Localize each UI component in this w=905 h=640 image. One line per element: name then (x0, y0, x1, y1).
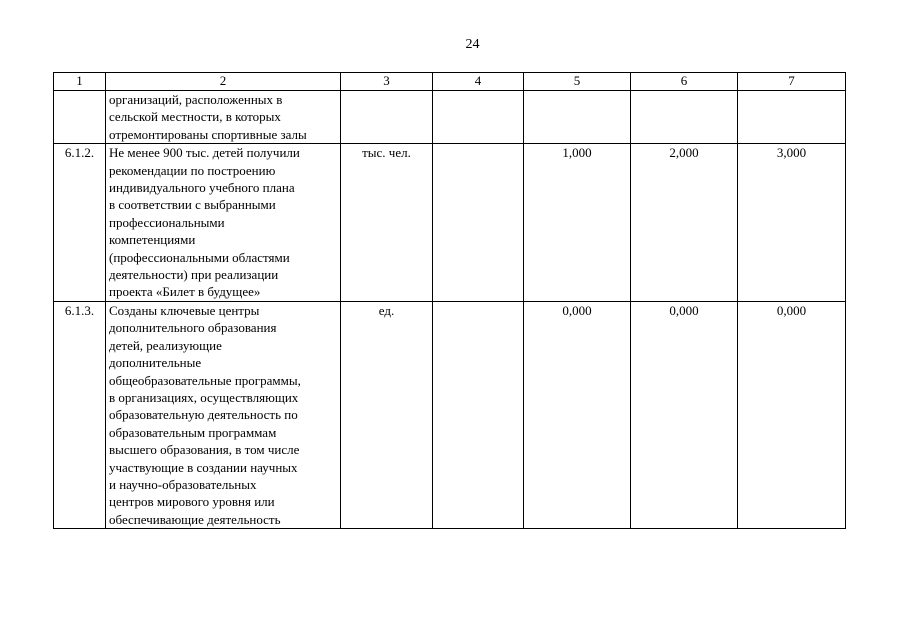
description-line: организаций, расположенных в (109, 92, 283, 107)
description-line: сельской местности, в которых (109, 109, 281, 125)
column-header: 2 (106, 73, 341, 91)
data-table (53, 72, 846, 529)
row-number: 6.1.3. (54, 301, 106, 528)
description-line: в организациях, осуществляющих (109, 389, 299, 405)
description-line: в соответствии с выбранными (109, 197, 276, 213)
description-line: участвующие в создании научных (109, 459, 298, 475)
description-line: индивидуального учебного плана (109, 180, 295, 196)
description-line: центров мирового уровня или (109, 494, 275, 510)
description-line: образовательным программам (109, 424, 277, 440)
description-line: высшего образования, в том числе (109, 442, 300, 458)
table-row (54, 301, 846, 528)
column-header: 4 (433, 73, 524, 91)
value-cell-col6: 2,000 (631, 144, 738, 302)
description-line: проекта «Билет в будущее» (109, 284, 261, 300)
value-cell-col4 (433, 91, 524, 144)
description-line: (профессиональными областями (109, 249, 290, 265)
description-line: компетенциями (109, 232, 196, 248)
description-line: рекомендации по построению (109, 162, 276, 178)
page-number: 24 (465, 37, 480, 52)
description-line: дополнительные (109, 355, 202, 371)
value-cell-col7 (738, 91, 846, 144)
description-line: образовательную деятельность по (109, 407, 298, 423)
description-line: обеспечивающие деятельность (109, 511, 281, 527)
table-row (54, 144, 846, 302)
value-cell-col7: 3,000 (738, 144, 846, 302)
value-cell-col5 (524, 91, 631, 144)
column-header: 5 (524, 73, 631, 91)
column-number-row (54, 73, 846, 91)
description-line: Созданы ключевые центры (109, 302, 260, 318)
row-description (106, 144, 341, 302)
description-line: деятельности) при реализации (109, 267, 279, 283)
unit-cell: тыс. чел. (341, 144, 433, 302)
row-description (106, 91, 341, 144)
row-number: 6.1.2. (54, 144, 106, 302)
row-number (54, 91, 106, 144)
description-line: дополнительного образования (109, 320, 277, 336)
description-line: детей, реализующие (109, 337, 222, 353)
column-header: 1 (54, 73, 106, 91)
description-line: профессиональными (109, 214, 225, 230)
unit-cell (341, 91, 433, 144)
value-cell-col6: 0,000 (631, 301, 738, 528)
row-description (106, 301, 341, 528)
column-header: 6 (631, 73, 738, 91)
value-cell-col5: 1,000 (524, 144, 631, 302)
description-line: отремонтированы спортивные залы (109, 126, 307, 142)
column-header: 3 (341, 73, 433, 91)
value-cell-col6 (631, 91, 738, 144)
description-line: и научно-образовательных (109, 476, 257, 492)
unit-cell: ед. (341, 301, 433, 528)
value-cell-col7: 0,000 (738, 301, 846, 528)
description-line: общеобразовательные программы, (109, 372, 301, 388)
description-line: Не менее 900 тыс. детей получили (109, 145, 300, 161)
value-cell-col5: 0,000 (524, 301, 631, 528)
value-cell-col4 (433, 144, 524, 302)
table-row (54, 91, 846, 144)
column-header: 7 (738, 73, 846, 91)
value-cell-col4 (433, 301, 524, 528)
